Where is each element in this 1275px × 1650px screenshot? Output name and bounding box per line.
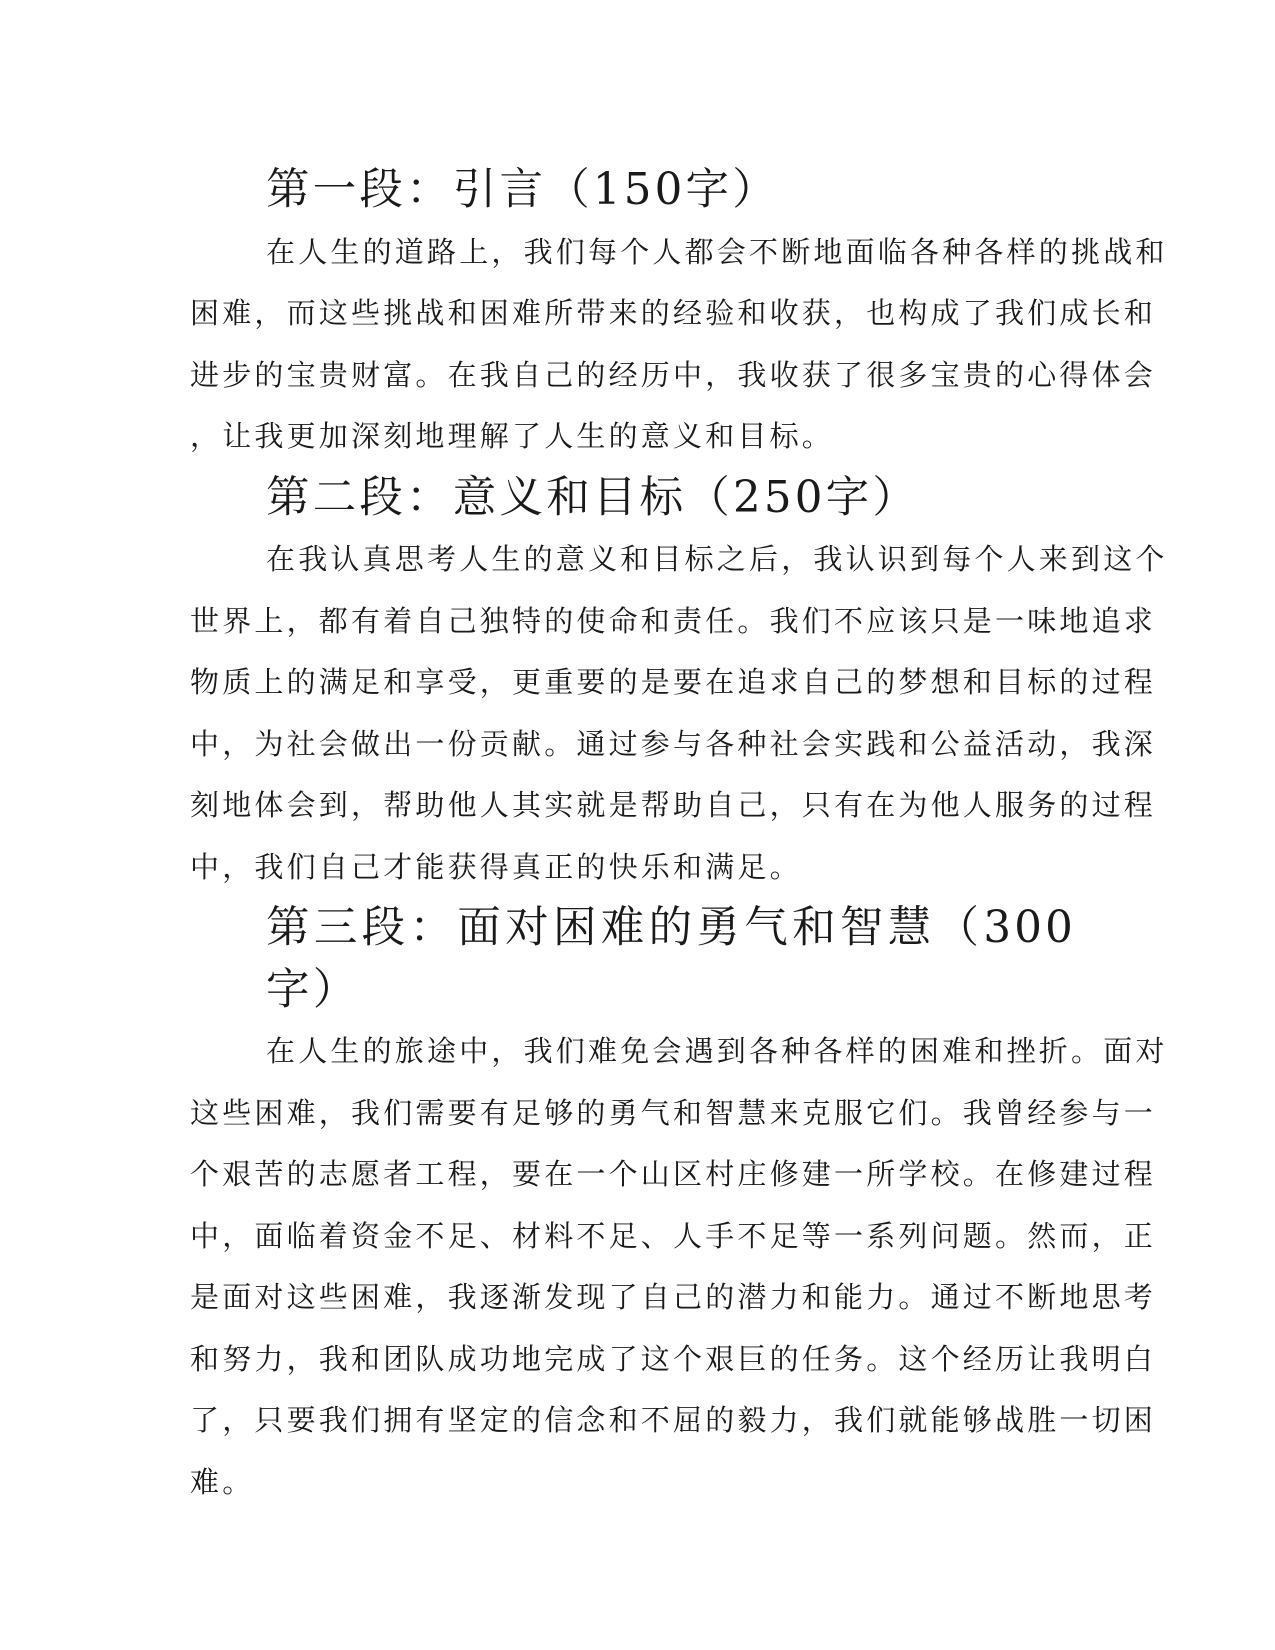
paragraph-line: 刻地体会到，帮助他人其实就是帮助自己，只有在为他人服务的过程 bbox=[190, 788, 1157, 822]
paragraph-line: 在人生的旅途中，我们难免会遇到各种各样的困难和挫折。面对 bbox=[266, 1034, 1168, 1068]
paragraph-line: 在我认真思考人生的意义和目标之后，我认识到每个人来到这个 bbox=[266, 542, 1168, 576]
paragraph-line: 难。 bbox=[190, 1464, 255, 1499]
paragraph-line: 进步的宝贵财富。在我自己的经历中，我收获了很多宝贵的心得体会 bbox=[190, 357, 1157, 392]
paragraph-line: 了，只要我们拥有坚定的信念和不屈的毅力，我们就能够战胜一切困 bbox=[190, 1403, 1157, 1437]
paragraph-line: 这些困难，我们需要有足够的勇气和智慧来克服它们。我曾经参与一 bbox=[190, 1095, 1157, 1130]
paragraph-line: 和努力，我和团队成功地完成了这个艰巨的任务。这个经历让我明白 bbox=[190, 1341, 1157, 1376]
section-3-heading: 第三段：面对困难的勇气和智慧（300字） bbox=[266, 903, 1076, 1015]
paragraph-line: 困难，而这些挑战和困难所带来的经验和收获，也构成了我们成长和 bbox=[190, 296, 1157, 330]
document-body bbox=[190, 160, 1168, 1513]
section-3-paragraph bbox=[190, 1021, 1168, 1513]
section-1-heading: 第一段：引言（150字） bbox=[266, 165, 779, 215]
paragraph-line: 中，面临着资金不足、材料不足、人手不足等一系列问题。然而，正 bbox=[190, 1218, 1157, 1253]
paragraph-line: 中，我们自己才能获得真正的快乐和满足。 bbox=[190, 849, 802, 884]
section-2-heading: 第二段：意义和目标（250字） bbox=[266, 472, 920, 523]
paragraph-line: ，让我更加深刻地理解了人生的意义和目标。 bbox=[190, 419, 835, 453]
paragraph-line: 在人生的道路上，我们每个人都会不断地面临各种各样的挑战和 bbox=[266, 234, 1168, 269]
paragraph-line: 中，为社会做出一份贡献。通过参与各种社会实践和公益活动，我深 bbox=[190, 726, 1157, 761]
paragraph-line: 是面对这些困难，我逐渐发现了自己的潜力和能力。通过不断地思考 bbox=[190, 1280, 1157, 1314]
paragraph-line: 物质上的满足和享受，更重要的是要在追求自己的梦想和目标的过程 bbox=[190, 665, 1157, 699]
paragraph-line: 世界上，都有着自己独特的使命和责任。我们不应该只是一味地追求 bbox=[190, 603, 1157, 638]
section-1-paragraph bbox=[190, 222, 1168, 468]
paragraph-line: 个艰苦的志愿者工程，要在一个山区村庄修建一所学校。在修建过程 bbox=[190, 1157, 1157, 1191]
section-2-paragraph bbox=[190, 529, 1168, 898]
